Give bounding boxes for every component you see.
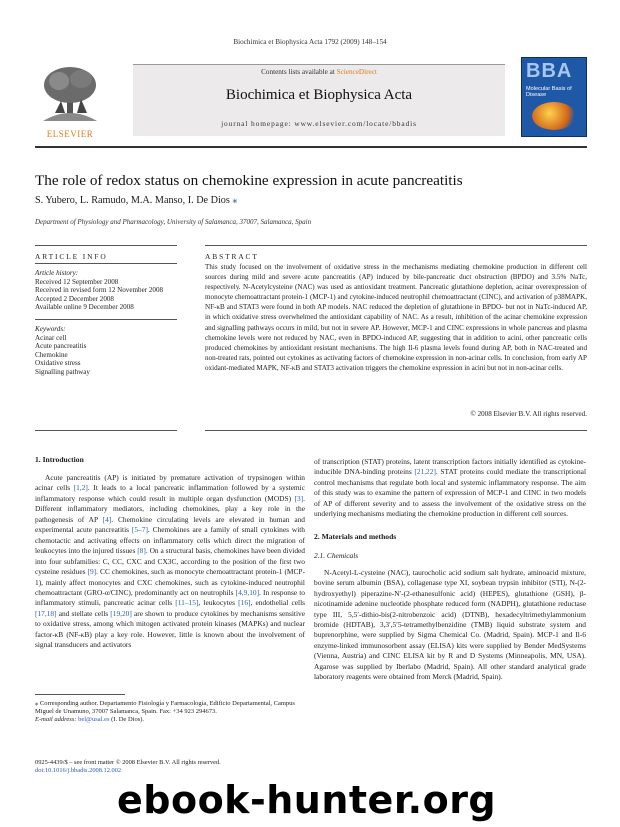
text-run: . In response to inflammatory stimuli, pancreatic acinar cells bbox=[35, 587, 305, 608]
article-info-rule bbox=[35, 245, 177, 246]
history-item: Received 12 September 2008 bbox=[35, 277, 119, 286]
email-label: E-mail address: bbox=[35, 716, 79, 723]
reference-link[interactable]: [9] bbox=[87, 567, 97, 577]
header-divider bbox=[35, 146, 587, 148]
text-run: , endothelial cells bbox=[250, 598, 305, 608]
reference-link[interactable]: [8] bbox=[137, 546, 146, 556]
reference-link[interactable]: [11–15] bbox=[175, 598, 199, 608]
text-run: of transcription (STAT) proteins, latent transcription factors initially identified as cytokine-inducible DNA-binding proteins bbox=[314, 457, 586, 477]
text-run: and stellate cells bbox=[56, 608, 111, 618]
elsevier-logo bbox=[35, 61, 105, 139]
contents-line bbox=[133, 68, 505, 76]
keyword-item: Chemokine bbox=[35, 350, 68, 359]
text-run: . On a structural basis, chemokines have been divided into four subfamilies: C, CC, CXC and CX3C, according to the position of the first two cysteine residues bbox=[35, 546, 306, 577]
reference-link[interactable]: [3] bbox=[294, 493, 304, 503]
text-run: are shown to produce cytokines by mechanisms sensitive to oxidative stress, among which mitogen activated protein kinases (MAPKs) and nuclear factor-κB (NF-κB) play a key role. However, little is known about the involvement of signal transducers and activators bbox=[35, 608, 305, 650]
contents-prefix: Contents lists available at bbox=[261, 68, 337, 76]
history-item: Received in revised form 12 November 2008 bbox=[35, 286, 164, 294]
text-run: , leukocytes bbox=[198, 598, 239, 608]
introduction-paragraph bbox=[35, 473, 305, 651]
article-authors bbox=[35, 195, 238, 206]
introduction-heading: 1. Introduction bbox=[35, 455, 84, 464]
abstract-copyright: © 2008 Elsevier B.V. All rights reserved. bbox=[470, 410, 587, 418]
abstract-end-rule bbox=[205, 430, 587, 431]
sciencedirect-link[interactable]: ScienceDirect bbox=[336, 68, 377, 76]
abstract-rule bbox=[205, 245, 587, 246]
right-column bbox=[314, 457, 586, 683]
article-info-heading: ARTICLE INFO bbox=[35, 252, 108, 261]
elsevier-tree-icon bbox=[35, 61, 105, 125]
article-info-end-rule bbox=[35, 430, 177, 431]
reference-link[interactable]: [4,9,10] bbox=[235, 587, 260, 597]
keywords bbox=[35, 325, 90, 376]
chemicals-subheading: 2.1. Chemicals bbox=[314, 550, 359, 560]
cover-logo: BBA bbox=[526, 60, 573, 82]
text-run: . Chemokines are a family of small cytokines with chemotactic and activating effects on inflammatory cells which direct the migration of leukocytes into the injured tissues bbox=[35, 525, 305, 556]
issn-line: 0925-4439/$ – see front matter © 2008 Elsevier B.V. All rights reserved. bbox=[35, 759, 221, 766]
keyword-item: Oxidative stress bbox=[35, 359, 81, 367]
methods-heading: 2. Materials and methods bbox=[314, 531, 397, 541]
text-run: . It leads to a local pancreatic inflammation followed by a systemic inflammatory response which could result in multiple organ dysfunction (MODS) bbox=[35, 483, 305, 503]
keyword-item: Acinar cell bbox=[35, 333, 67, 342]
email-link[interactable]: bel@usal.es bbox=[78, 716, 110, 723]
text-run: . Chemokine circulating levels are elevated in human and experimental acute pancreatitis bbox=[35, 514, 305, 535]
text-run: . Different inflammatory mediators, including chemokines, play a key role in the pathogenesis of AP bbox=[35, 493, 305, 524]
article-history bbox=[35, 269, 163, 312]
footnote-email-line bbox=[35, 716, 305, 724]
corresponding-author-mark[interactable]: ⁎ bbox=[232, 195, 238, 206]
chemicals-paragraph: N-Acetyl-L-cysteine (NAC), taurocholic acid sodium salt hydrate, aminoacid mixture, bovine serum albumin (BSA), collagenase type XI, soybean trypsin inhibitor (STI), N-(2-hydroxyethyl) piperazine-N′-(2-ethanesulfonic acid) (HEPES), glutathione (GSH), β-nicotinamide adenine nucleotide phosphate reduced form (NADPH), glutathione reductase type III, 5,5′-dithio-bis(2-nitrobenzoic acid) (DTNB), hexadecyltrimethylammonium bromide (HDTAB), 3,3′,5′5-tetramethylbenzidine (TMB) liquid substrate system and buprenorphine, were supplied by Sigma Chemical Co. (Madrid, Spain). MCP-1 and Il-6 enzyme-linked immunosorbent assay (ELISA) kits were supplied by Bender MedSystems (Vienna, Austria) and CINC ELISA kit by R and D Systems (Minneapolis, MN, USA). Agarose was supplied by Iberlabo (Madrid, Spain). All other standard analytical grade laboratory reagents were obtained from Merck (Madrid, Spain). bbox=[314, 567, 586, 682]
text-run: Acute pancreatitis (AP) is initiated by premature activation of trypsinogen within acinar cells bbox=[35, 473, 305, 493]
journal-header bbox=[35, 55, 587, 145]
history-item: Available online 9 December 2008 bbox=[35, 303, 134, 311]
watermark: ebook-hunter.org bbox=[117, 778, 497, 822]
introduction-continuation bbox=[314, 457, 586, 520]
keyword-item: Signalling pathway bbox=[35, 367, 90, 376]
keyword-item: Acute pancreatitis bbox=[35, 342, 87, 350]
article-info-rule-bottom bbox=[35, 263, 177, 264]
footnote-text: ⁎ Corresponding author. Departamento Fisiología y Farmacología, Edificio Departamental, Campus Miguel de Unamuno, 37007 Salamanca, Spain. Fax: +34 923 294673. bbox=[35, 700, 295, 715]
cover-illustration bbox=[532, 102, 576, 130]
email-suffix: (I. De Dios). bbox=[109, 716, 145, 723]
cover-subtitle: Molecular Basis of Disease bbox=[526, 86, 572, 99]
keywords-label: Keywords: bbox=[35, 325, 66, 333]
abstract-text: This study focused on the involvement of oxidative stress in the mechanisms mediating chemokine production in different cell sources during mild and severe acute pancreatitis (AP) induced by bile-pancreatic duct obstruction (BPDO) and 3.5% NaTc, respectively. N-Acetylcysteine (NAC) was used as antioxidant treatment. Pancreatic glutathione depletion, acinar overexpression of monocyte chemoattractant protein-1 (MCP-1) and cytokine-induced neutrophil chemoattractant (CINC), and activation of p38MAPK, NF-κB and STAT3 were found in both AP models. NAC reduced the depletion of glutathione in BPDO- but not in NaTc-induced AP, in which oxidative stress overwhelmed the antioxidant capability of NAC. As a result, inhibition of the acinar chemokine expression and signalling pathways occurs in mild, but not in severe AP. However, MCP-1 and CINC expressions in whole pancreas and plasma chemokine levels were not reduced by NAC, even in BPDO-induced AP, suggesting that in addition to acini, other pancreatic cells produced chemokines by antioxidant resistant mechanisms. The high Il-6 plasma levels found during AP, both in NAC-treated and non-treated rats, pointed out cytokines as activating factors of chemokine expression in non-acinar cells. In conclusion, from early AP oxidant-mediated MAPK, NF-κB and STAT3 activation triggers the chemokine expression in acini but not in non-acinar cells. bbox=[205, 263, 587, 372]
journal-cover-image bbox=[521, 57, 587, 137]
abstract-heading: ABSTRACT bbox=[205, 252, 259, 261]
reference-link[interactable]: [4] bbox=[102, 514, 112, 524]
elsevier-wordmark: ELSEVIER bbox=[46, 129, 94, 139]
journal-name: Biochimica et Biophysica Acta bbox=[225, 87, 413, 103]
doi-link[interactable]: doi:10.1016/j.bbadis.2008.12.002 bbox=[35, 767, 122, 774]
left-column bbox=[35, 455, 305, 651]
author-affiliation: Department of Physiology and Pharmacology, University of Salamanca, 37007, Salamanca, Spain bbox=[35, 218, 312, 226]
reference-link[interactable]: [5–7] bbox=[131, 525, 148, 535]
text-run: . STAT proteins could mediate the transcriptional control mechanisms that regulate both local and systemic inflammatory response. The aim of this study was to examine the pattern of expression of MCP-1 and CINC in two models of AP of different severity and to assess the involvement of the oxidative stress on the underlying mechanisms mediating the chemokine production in different cell sources. bbox=[314, 467, 586, 519]
footnote-rule bbox=[35, 694, 125, 695]
text-run: . CC chemokines, such as monocyte chemoattractant protein-1 (MCP-1), mainly affect monocytes and CXC chemokines, such as cytokine-induced neutrophil chemoattractant (GRO-α/CINC), predominantly act on neutrophils bbox=[35, 567, 305, 597]
history-label: Article history: bbox=[35, 269, 79, 277]
corresponding-author-footnote bbox=[35, 700, 305, 724]
article-title: The role of redox status on chemokine expression in acute pancreatitis bbox=[35, 172, 463, 189]
reference-link[interactable]: [19,20] bbox=[110, 608, 132, 618]
reference-link[interactable]: [17,18] bbox=[35, 608, 57, 618]
author-list: S. Yubero, L. Ramudo, M.A. Manso, I. De Dios bbox=[35, 195, 230, 206]
history-item: Accepted 2 December 2008 bbox=[35, 294, 114, 303]
journal-citation: Biochimica et Biophysica Acta 1792 (2009) 148–154 bbox=[233, 38, 387, 46]
journal-banner bbox=[133, 64, 505, 136]
reference-link[interactable]: [21,22] bbox=[414, 467, 436, 477]
reference-link[interactable]: [1,2] bbox=[73, 483, 88, 493]
issn-block bbox=[35, 759, 221, 775]
keywords-rule bbox=[35, 319, 177, 320]
reference-link[interactable]: [16] bbox=[238, 598, 251, 608]
journal-homepage-link[interactable]: journal homepage: www.elsevier.com/locate/bbadis bbox=[221, 119, 417, 128]
